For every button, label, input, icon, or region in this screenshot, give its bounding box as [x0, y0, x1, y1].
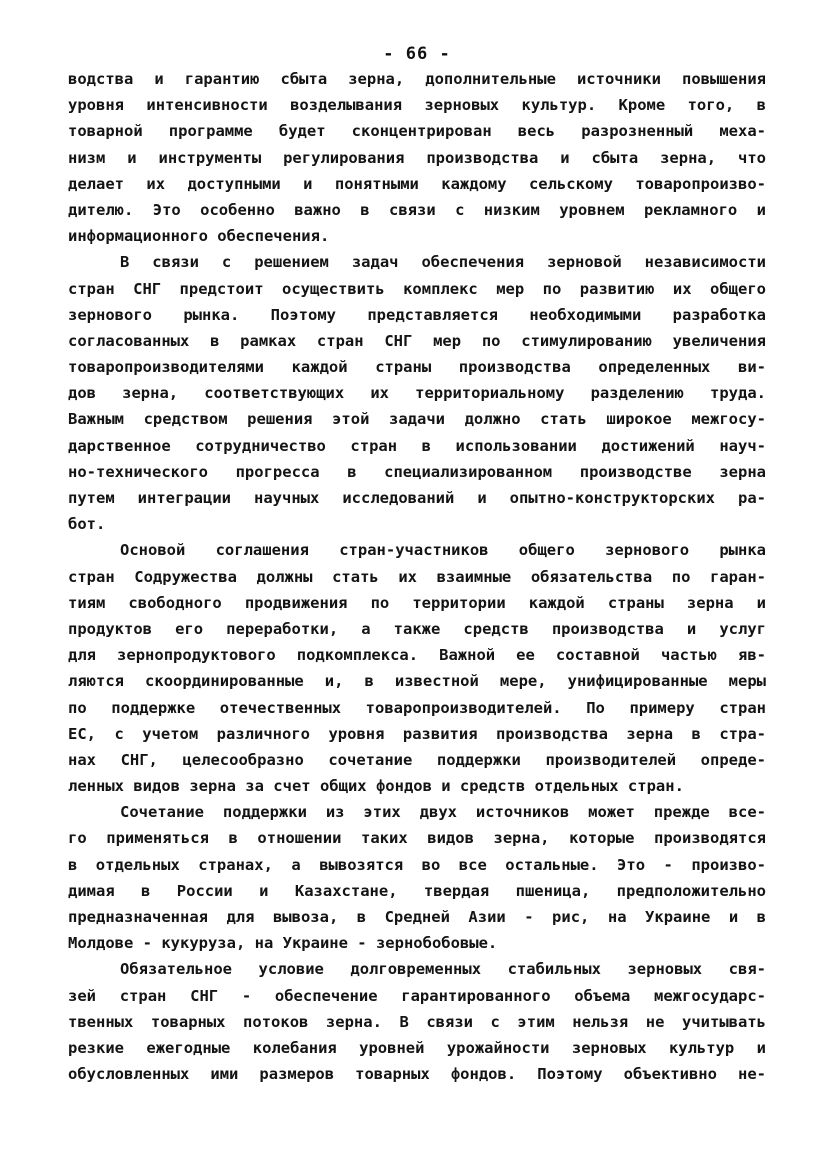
text-line: согласованных в рамках стран СНГ мер по стимулированию увеличения [68, 331, 766, 350]
text-line: Молдове - кукуруза, на Украине - зернобобовые. [68, 934, 498, 953]
document-body-text [68, 66, 766, 1087]
text-line: дарственное сотрудничество стран в использовании достижений науч- [68, 436, 766, 455]
text-line: низм и инструменты регулирования производства и сбыта зерна, что [68, 148, 766, 167]
text-line: делает их доступными и понятными каждому сельскому товаропроизво- [68, 174, 766, 193]
text-line: димая в России и Казахстане, твердая пшеница, предположительно [68, 881, 766, 900]
text-line: путем интеграции научных исследований и опытно-конструкторских ра- [68, 489, 766, 507]
text-line: зернового рынка. Поэтому представляется необходимыми разработка [68, 305, 766, 324]
text-line: Основой соглашения стран-участников общего зернового рынка [120, 541, 766, 560]
text-line: но-технического прогресса в специализированном производстве зерна [68, 462, 766, 481]
text-line: обусловленных ими размеров товарных фондов. Поэтому объективно не- [68, 1065, 766, 1084]
text-line: водства и гарантию сбыта зерна, дополнительные источники повышения [68, 70, 766, 88]
text-line: продуктов его переработки, а также средств производства и услуг [68, 619, 766, 638]
text-line: нах СНГ, целесообразно сочетание поддержки производителей опреде- [68, 750, 766, 769]
text-line: ЕС, с учетом различного уровня развития производства зерна в стра- [68, 724, 766, 743]
text-line: тиям свободного продвижения по территории каждой страны зерна и [68, 593, 766, 612]
text-line: ляются скоординированные и, в известной мере, унифицированные меры [68, 672, 766, 691]
text-line: уровня интенсивности возделывания зерновых культур. Кроме того, в [68, 96, 766, 115]
text-line: ленных видов зерна за счет общих фондов и средств отдельных стран. [68, 777, 684, 796]
text-line: го применяться в отношении таких видов зерна, которые производятся [68, 829, 766, 848]
text-line: дов зерна, соответствующих их территориальному разделению труда. [68, 384, 766, 403]
text-line: резкие ежегодные колебания уровней урожайности зерновых культур и [68, 1038, 766, 1057]
text-line: стран СНГ предстоит осуществить комплекс мер по развитию их общего [68, 279, 766, 298]
text-line: твенных товарных потоков зерна. В связи с этим нельзя не учитывать [68, 1012, 766, 1031]
text-line: зей стран СНГ - обеспечение гарантированного объема межгосударс- [68, 986, 766, 1005]
text-line: Важным средством решения этой задачи должно стать широкое межгосу- [68, 410, 766, 429]
page-number: - 66 - [383, 44, 451, 64]
text-line: для зернопродуктового подкомплекса. Важной ее составной частью яв- [68, 646, 766, 665]
text-line: по поддержке отечественных товаропроизводителей. По примеру стран [68, 698, 766, 717]
text-line: товарной программе будет сконцентрирован весь разрозненный меха- [68, 122, 766, 141]
text-line: Сочетание поддержки из этих двух источников может прежде все- [120, 803, 766, 822]
text-line: в отдельных странах, а вывозятся во все остальные. Это - произво- [68, 855, 766, 874]
text-line: бот. [68, 515, 106, 534]
text-line: стран Содружества должны стать их взаимные обязательства по гаран- [68, 567, 766, 586]
text-line: Обязательное условие долговременных стабильных зерновых свя- [120, 960, 766, 979]
text-line: дителю. Это особенно важно в связи с низким уровнем рекламного и [68, 200, 766, 219]
text-line: товаропроизводителями каждой страны производства определенных ви- [68, 358, 766, 377]
text-line: информационного обеспечения. [68, 227, 330, 246]
text-line: предназначенная для вывоза, в Средней Азии - рис, на Украине и в [68, 908, 766, 926]
text-line: В связи с решением задач обеспечения зерновой независимости [120, 253, 766, 272]
